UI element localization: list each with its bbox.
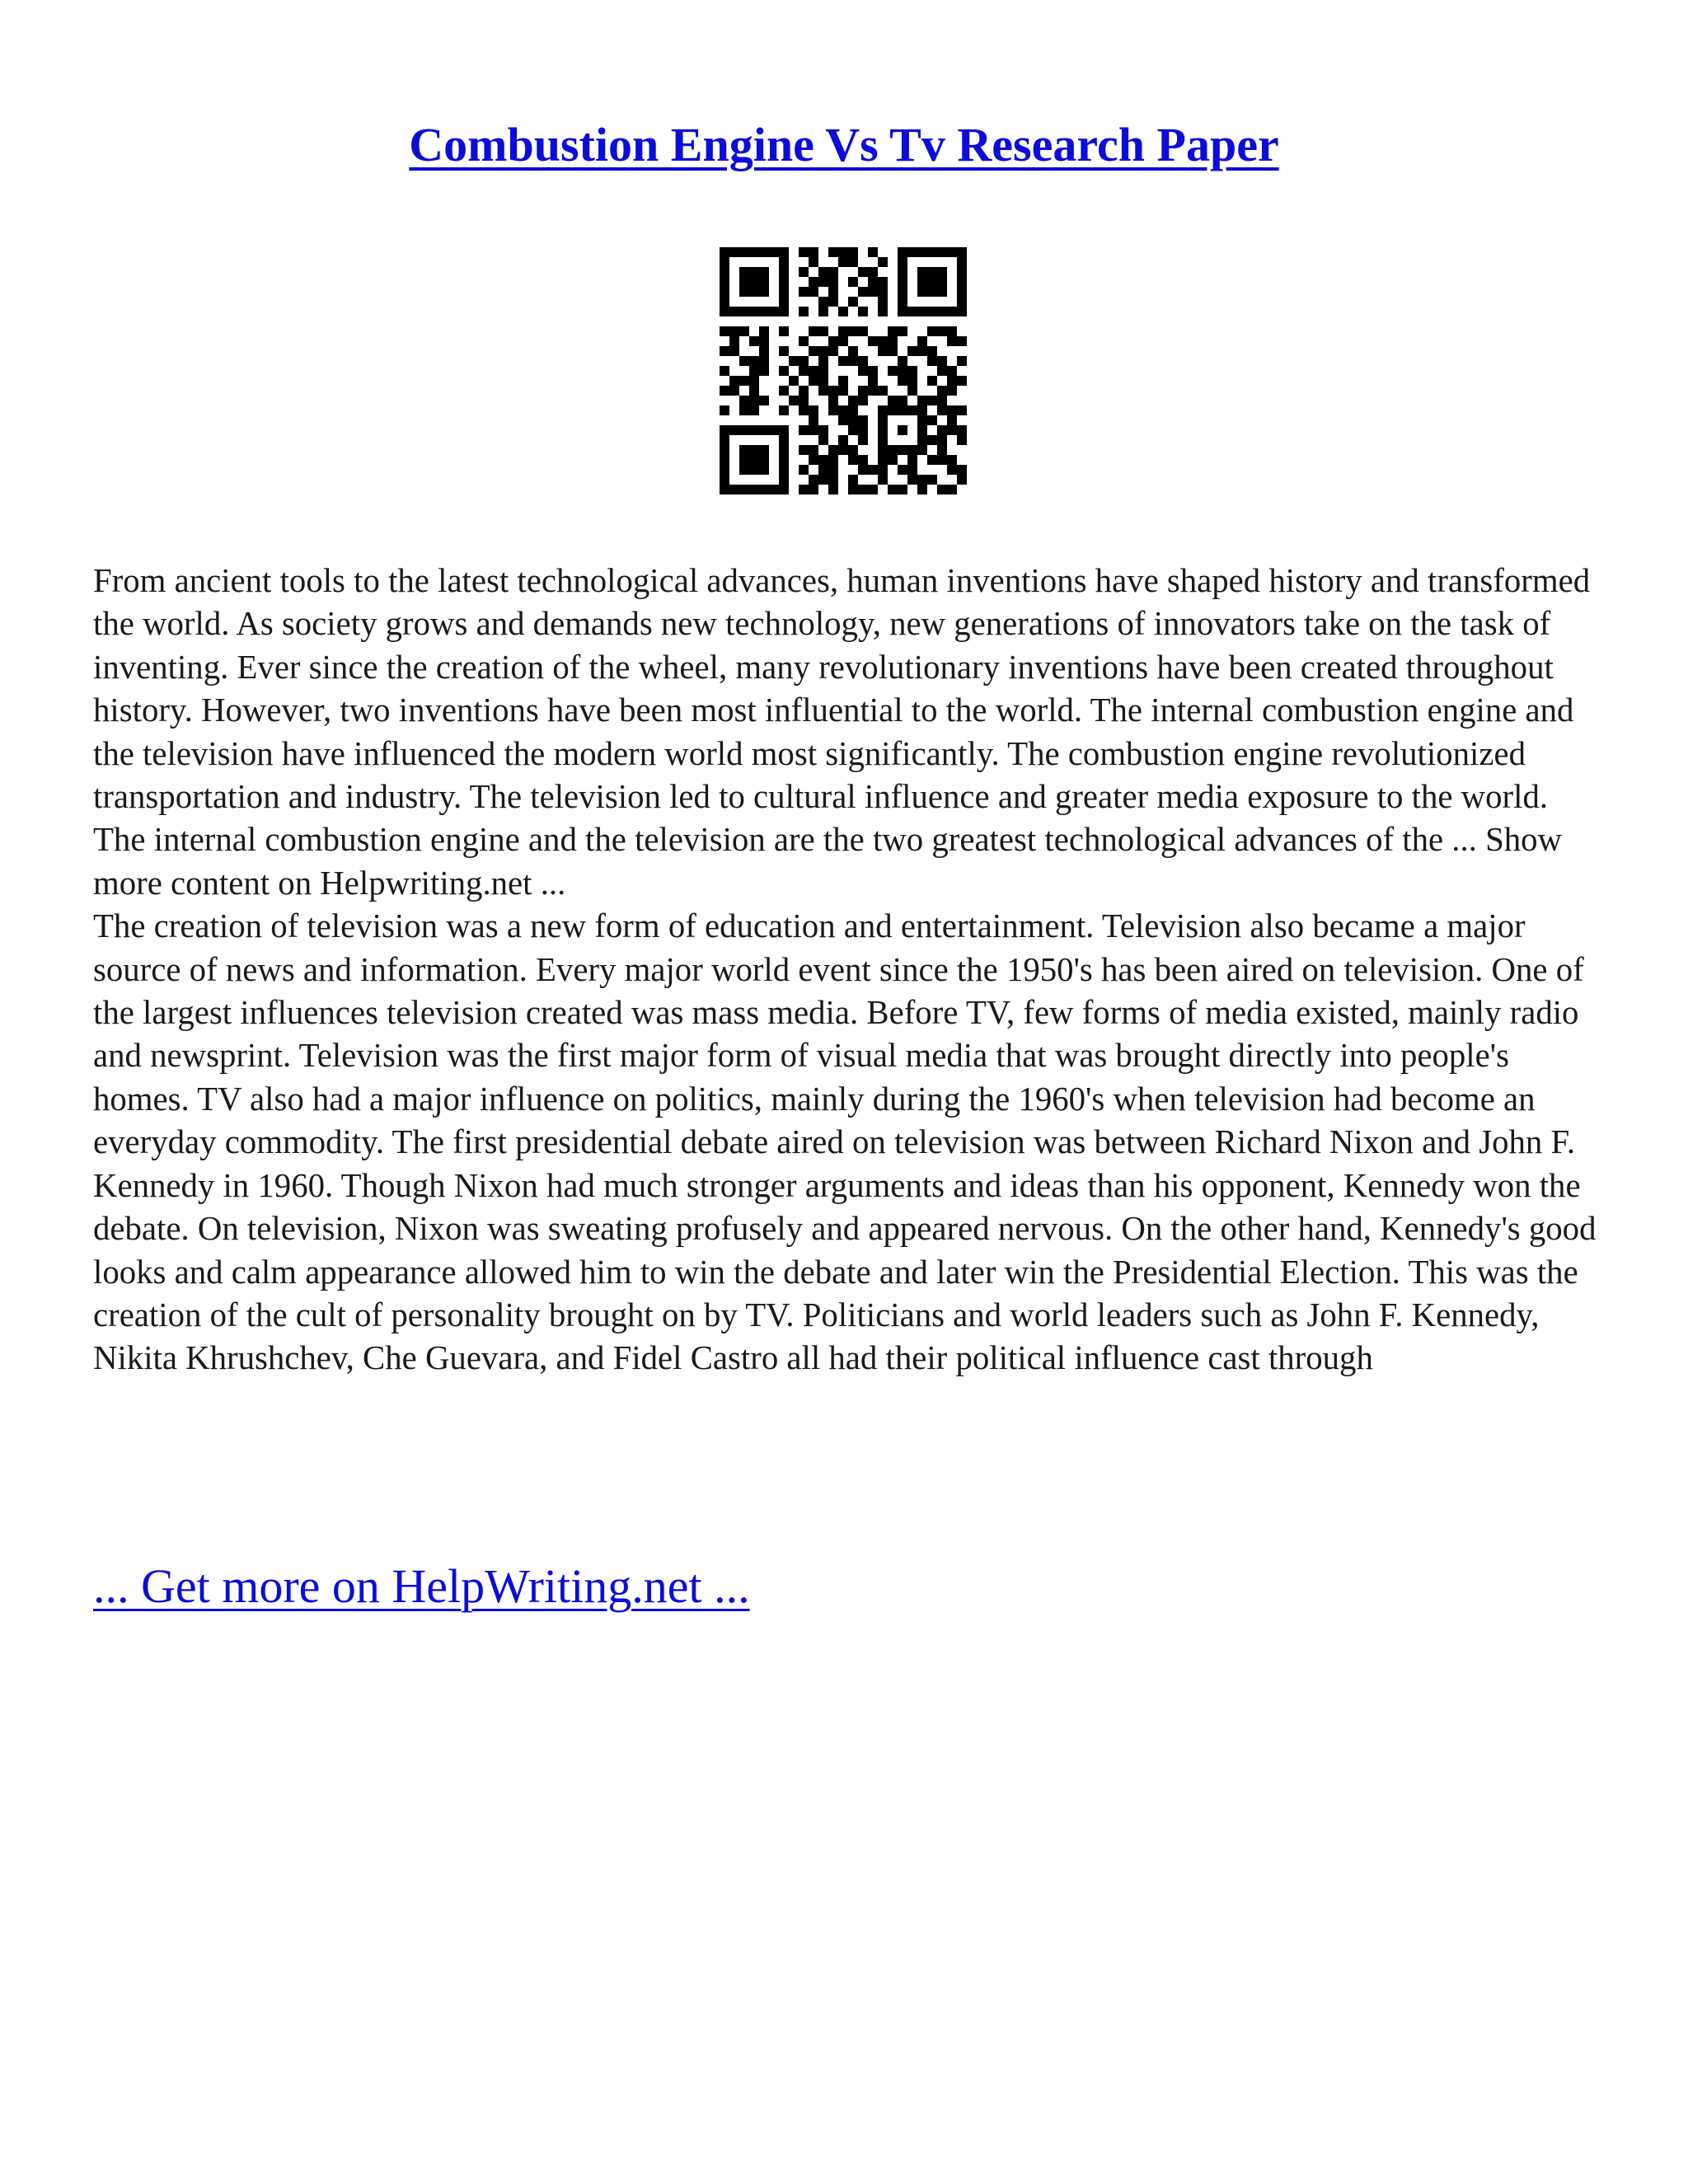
paragraph-television: The creation of television was a new form of education and entertainment. Television also became a major source of news and information. Every major world event since the 1950's has been aired on television. One of the largest influences television created was mass media. Before TV, few forms of media existed, mainly radio and newsprint. Television was the first major form of visual media that was brought directly into people's homes. TV also had a major influence on politics, mainly during the 1960's when television had become an everyday commodity. The first presidential debate aired on television was between Richard Nixon and John F. Kennedy in 1960. Though Nixon had much stronger arguments and ideas than his opponent, Kennedy won the debate. On television, Nixon was sweating profusely and appeared nervous. On the other hand, Kennedy's good looks and calm appearance allowed him to win the debate and later win the Presidential Election. This was the creation of the cult of personality brought on by TV. Politicians and world leaders such as John F. Kennedy, Nikita Khrushchev, Che Guevara, and Fidel Castro all had their political influence cast through	[93, 907, 1597, 1377]
title-link[interactable]: Combustion Engine Vs Tv Research Paper	[409, 118, 1279, 171]
paragraph-intro: From ancient tools to the latest technological advances, human inventions have shaped history and transformed the world. As society grows and demands new technology, new generations of innovators take on the task of inventing. Ever since the creation of the wheel, many revolutionary inventions have been created throughout history. However, two inventions have been most influential to the world. The internal combustion engine and the television have influenced the modern world most significantly. The combustion engine revolutionized transportation and industry. The television led to cultural influence and greater media exposure to the world. The internal combustion engine and the television are the two greatest technological advances of the ... Show more content on Helpwriting.net ...	[93, 562, 1591, 902]
page-title	[0, 114, 1688, 176]
get-more-link[interactable]: ... Get more on HelpWriting.net ...	[93, 1559, 750, 1613]
get-more-link-container	[93, 1558, 750, 1615]
article-body	[93, 560, 1601, 1380]
qr-code-icon	[720, 247, 967, 494]
